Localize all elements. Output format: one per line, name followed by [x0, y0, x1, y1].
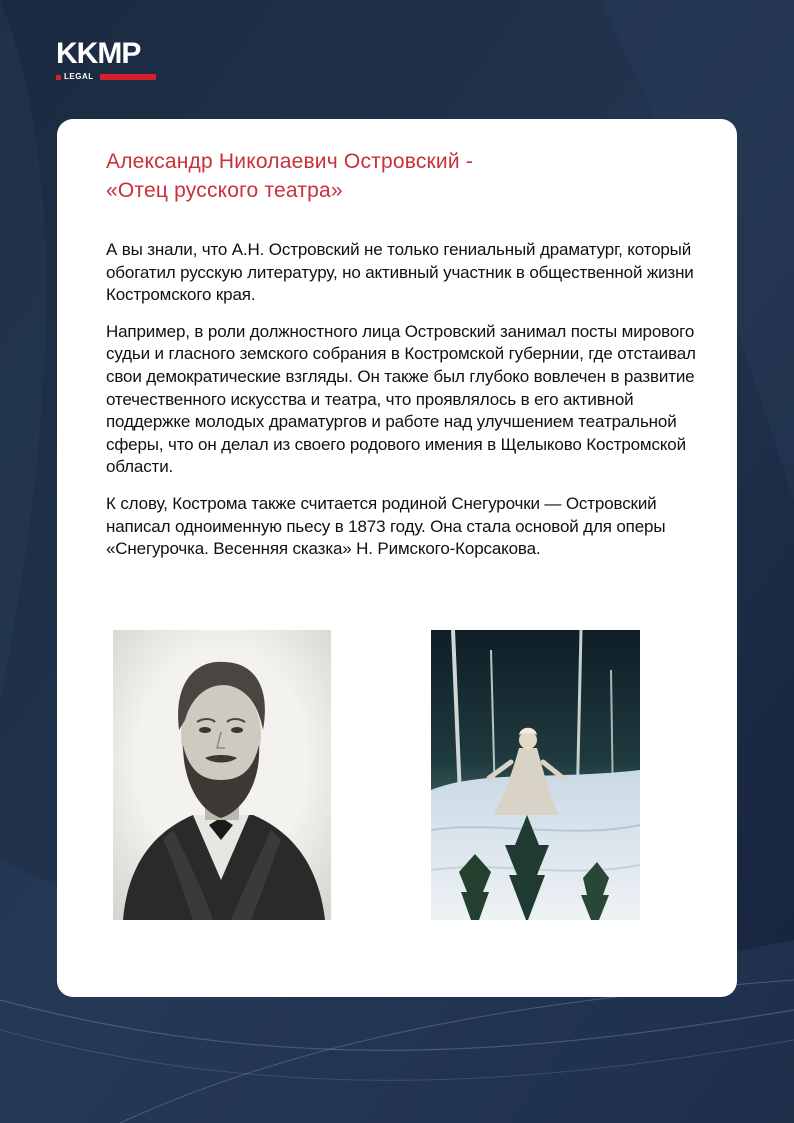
paragraph-2: Например, в роли должностного лица Островский занимал посты мирового судьи и гласного земского собрания в Костромской губернии, где отстаивал свои демократические взгляды. Он также был глубоко вовлечен в развитие отечественного искусства и театра, что проявлялось в его активной поддержке молодых драматургов и работе над улучшением театральной сферы, что он делал из своего родового имения в Щелыково Костромской области.	[106, 321, 696, 477]
logo-brand: KKMP	[56, 37, 141, 70]
paragraph-3: К слову, Кострома также считается родиной Снегурочки — Островский написал одноименную пьесу в 1873 году. Она стала основой для оперы «Снегурочка. Весенняя сказка» Н. Римского-Корсакова.	[106, 493, 666, 559]
title-line-2: «Отец русского театра»	[106, 179, 343, 202]
portrait-photo	[113, 630, 331, 920]
company-logo	[56, 38, 158, 84]
content-card	[57, 119, 737, 997]
logo-red-bar	[100, 74, 156, 80]
snegurochka-painting	[431, 630, 640, 920]
logo-square-icon	[56, 75, 61, 80]
title-line-1: Александр Николаевич Островский -	[106, 150, 474, 173]
logo-sub	[56, 72, 94, 82]
paragraph-1: А вы знали, что А.Н. Островский не только гениальный драматург, который обогатил русскую литературу, но активный участник в общественной жизни Костромского края.	[106, 240, 694, 305]
article-title	[106, 147, 666, 205]
article-body	[106, 239, 696, 575]
logo-sub-label: LEGAL	[64, 72, 94, 81]
